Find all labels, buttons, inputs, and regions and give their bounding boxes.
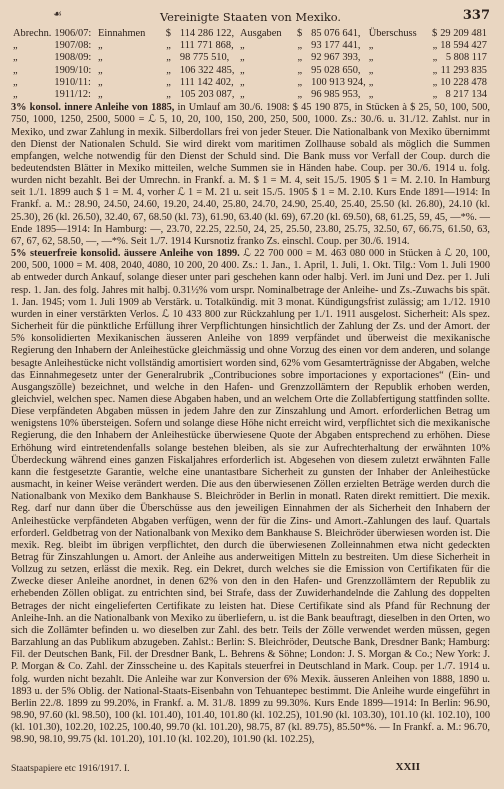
- paragraph-text-1885: in Umlauf am 30./6. 1908: $ 45 190 875, in Stücken à $ 25, 50, 100, 500, 750, 1000, 1250, 2500, 5000 = ℒ 5, 10, 20, 100, 150, 200, 250, 500, 1000. Zs.: 30./6. u. 31./12. Zahlst. nur in Mexiko, und zwar Zahlung in mexik. Silberdollars frei von jeder Steuer. Die Nationalbank von Mexiko übernimmt den Dienst der Nationalen Schuld. Sie wird direkt vom maritimen Zollhause sobald als möglich die Summen empfangen, welche notwendig für den Dienst der Schuld sind. Die Bank muss vor Verfall der Coup. durch die bedeutendsten Blätter in Mexiko mitteilen, welche Summen sie in Händen habe. Coup. per 30./6. 1914 u. folg. wurden nicht bezahlt. Bei der Umrechn. in Frankf. a. M. $ 1 = M. 4, seit 15./5. 1905 $ 1 = M. 2.10. In Hamburg seit 1./1. 1899 auch $ 1 = M. 4, vorher ℒ 1 = M. 21 u. seit 15./5. 1905 $ 1 = M. 2.10. Kurs Ende 1891—1914: In Frankf. a. M.: 28.90, 24.50, 24.60, 19.20, 24.40, 25.80, 24.70, 24.90, 25.40, 25.40, 25.50 (kl. 26.80), 24.10 (kl. 25.30), 26 (kl. 26.50), 32.40, 67, 68.50 (kl. 73), 61.90, 63.40 (kl. 69), 67.20 (kl. 69.50), 68, 61.25, 59, 45, —*%. — Ende 1895—1914: In Hamburg: —, 23.70, 22.25, 22.50, 24, 25, 25.50, 23.80, 25.75, 32.50, 67, 66.75, 61.50, 63, 67, 67, 62, 58.50, —, —*%. Seit 1./7. 1914 Kursnotiz franko Zs. einschl. Coup. per 30./6. 1914.: [11, 102, 490, 247]
- table-row: [13, 28, 490, 40]
- table-cell: 1907/08:: [54, 40, 92, 52]
- table-cell: 114 286 122,: [179, 28, 235, 39]
- table-cell: Einnahmen: [98, 28, 146, 39]
- table-cell: „: [13, 64, 18, 76]
- table-cell: 1909/10:: [54, 64, 92, 76]
- table-cell: 5 808 117: [445, 52, 487, 64]
- table-cell: „: [239, 89, 245, 101]
- table-cell: 1911/12:: [54, 89, 91, 101]
- table-cell: „: [166, 64, 171, 76]
- table-cell: „: [13, 52, 18, 64]
- section-heading-1885: 3% konsol. innere Anleihe von 1885,: [11, 102, 175, 114]
- table-cell: 105 203 087,: [179, 89, 235, 101]
- table-cell: „: [297, 89, 303, 101]
- table-cell: „: [297, 40, 303, 52]
- table-cell: „: [98, 52, 103, 64]
- table-cell: „: [432, 52, 438, 64]
- table-cell: „: [239, 40, 245, 52]
- table-cell: 1906/07:: [54, 28, 92, 39]
- table-cell: „: [239, 64, 245, 76]
- table-cell: „: [432, 76, 438, 88]
- table-row: [13, 52, 490, 64]
- table-cell: „: [166, 89, 171, 101]
- table-cell: 98 775 510,: [179, 52, 230, 64]
- table-cell: 111 771 868,: [179, 40, 234, 52]
- body-text: [11, 102, 490, 746]
- table-cell: 85 076 641,: [311, 28, 361, 39]
- table-row: [13, 40, 490, 52]
- table-cell: „: [297, 64, 303, 76]
- table-cell: „: [368, 89, 374, 101]
- table-cell: Ausgaben: [239, 28, 282, 39]
- table-cell: Überschuss: [368, 28, 417, 39]
- page-number: 337: [462, 8, 490, 23]
- budget-table: [13, 28, 490, 101]
- table-cell: „: [98, 64, 103, 76]
- table-cell: „: [432, 64, 438, 76]
- table-cell: „: [297, 52, 303, 64]
- table-cell: 95 028 650,: [311, 64, 361, 76]
- table-cell: „: [98, 40, 103, 52]
- paragraph-text-1899: ℒ 22 700 000 = M. 463 080 000 in Stücken à ℒ 20, 100, 200, 500, 1000 = M. 408, 2040, 4080, 10 200, 20 400. Zs.: 1. Jan., 1. April, 1. Juli, 1. Okt. Tilg.: Vom 1. Juli 1900 ab entweder durch Ankauf, solange dieser unter pari geschehen kann oder halbj. Verl. im Juni und Dez. per 1. Juli resp. 1. Jan. des folg. Jahres mit halbj. 0.31½% vom urspr. Nominalbetrage der Anleihe- und Zs.-Zuwachs bis spät. 1. Jan. 1945; vom 1. Juli 1909 ab Verstärk. u. Totalkündig. mit 3 monat. Kündigungsfrist zulässig; am 1./12. 1910 wurden in einer verstärkten Verlos. ℒ 10 433 800 zur Rückzahlung per 1./1. 1911 ausgelost. Sicherheit: Als spez. Sicherheit für die pünktliche Erfüllung ihrer Verpflichtungen hinsichtlich der Zahlung der Zs. und der Amort. der 5% konsolidierten Mexikanischen äusseren Anleihe von 1899 verpfändet und überweist die mexikanische Regierung den Inhabern der Anleihestücke gleichmässig und ohne Vorzug des einen vor dem anderen, und solange besagte Anleihestücke nicht vollständig amortisiert worden sind, 62% vom Gesamterträgnisse der Abgaben, welche das Einnahmegesetz unter der Generalrubrik „Contribuciones sobre importaciones y exportaciones“ (Ein- und Ausgangszölle) bezeichnet, und welche in den Hafen- und Grenzzollämtern der Republik erhoben werden, gleichviel, welchen spec. Namen diese Abgaben haben, und an welchem Orte die Zollabfertigung stattfinden sollte. Diese verpfändeten Abgaben müssen in jedem Jahre den zur Zinszahlung und Amort. erforderlichen Betrag um wenigstens 10% übersteigen. Sofern und solange diese Höhe nicht erreicht wird, verpflichtet sich die mexikanische Regierung, die den Inhabern der Anleihestücke überwiesene Quote der Abgaben entsprechend zu erhöhen. Diese Erhöhung wird eintretendenfalls solange bestehen bleiben, als sie zur Aufrechterhaltung der erwähnten 10% Überdeckung während eines ganzen Fiskaljahres erforderlich ist. Abgesehen von diesem zuletzt erwähnten Falle kann die festgesetzte Garantie, welche eine unantastbare Sicherheit zu gunsten der Inhaber der Anleihestücke ausmacht, in keiner Weise verändert werden. Die aus den überwiesenen Zöllen erzielten Beträge werden durch die Nationalbank von Mexiko dem Bankhause S. Bleichröder in Berlin in monatl. Raten direkt remittiert. Die mexik. Reg. darf nur dann über die Überschüsse aus den jeweiligen Einnahmen der als Sicherheit den Inhabern der Anleihestücke verpfändeten Abgaben verfügen, wenn der für die Zins- und Amort.-Zahlungen des lauf. Quartals erforderl. Geldbetrag von der Nationalbank von Mexiko dem Bankhause S. Bleichröder überwiesen worden ist. Die mexik. Reg. bleibt im übrigen verpflichtet, den durch die überwiesenen Zolleinnahmen etwa nicht gedeckten Betrag für Zinszahlungen u. Amort. der Anleihe aus anderweitigen Mitteln zu bestreiten. Um diese Sicherheit in Vollzug zu setzen, erlässt die mexik. Reg. ein Dekret, durch welches sie die Emission von Certifikaten für die Zwecke dieser Anleihe anordnet, in denen 62% von den in den Hafen- und Grenzzollämtern der Republik zu erhebenden Zöllen obligat. zu entrichten sind, bei Strafe, dass der Zuwiderhandelnde die Zahlung des doppelten Betrages der nicht eingelieferten Certifikate zu leisten hat. Diese Certifikate sind als Pfand für Rechnung der Anleihe-Inh. an die Nationalbank von Mexiko zu überliefern, u. ist die Bank beauftragt, dieselben in den Orten, wo sich die Zollämter befinden u. wo dieselben zur Zahl. des betr. Teils der Zölle verwendet werden müssen, gegen Barzahlung an das Publikum abzugeben. Zahlst.: Berlin: S. Bleichröder, Deutsche Bank, Dresdner Bank; Hamburg: Fil. der Deutschen Bank, Fil. der Dresdner Bank, L. Behrens & Söhne; London: J. S. Morgan & Co.; New York: J. P. Morgan & Co. Zahl. der Zinsscheine u. des Kapitals steuerfrei in Deutschland in Mark. Coup. per 1./7. 1914 u. folg. wurden nicht bezahlt. Die Anleihe war zur Konversion der 6% Mexik. äusseren Anleihen von 1888, 1890 u. 1893 u. der 5% Oblig. der National-Staats-Eisenbahn von Tehuantepec bestimmt. Die Anleihe wurde eingeführt in Berlin 22./8. 1899 zu 99.20%, in Frankf. a. M. 31./8. 1899 zu 99.30%. Kurs Ende 1899—1914: In Berlin: 96.90, 98.90, 97.60 (kl. 98.50), 100 (kl. 101.40), 101.40, 101.80 (kl. 102.25), 101.90 (kl. 103.30), 101.10 (kl. 102.10), 100 (kl. 101.30), 102.20, 102.25, 100.40, 99.70 (kl. 101.20), 98.75, 87 (kl. 89.75), 85.50*%. — In Frankf. a. M.: 96.70, 98.90, 98.10, 99.75 (kl. 101.20), 101.10 (kl. 102.20), 101.90 (kl. 102.25),: [11, 248, 490, 746]
- footer-source: Staatspapiere etc 1916/1917. I.: [11, 763, 130, 774]
- table-cell: „: [239, 52, 245, 64]
- table-cell: 106 322 485,: [179, 64, 235, 76]
- table-cell: 96 985 953,: [311, 89, 361, 101]
- table-cell: „: [432, 40, 438, 52]
- section-heading-1899: 5% steuerfreie konsolid. äussere Anleihe von 1899.: [11, 248, 240, 260]
- table-cell: „: [368, 52, 374, 64]
- table-cell: „: [166, 52, 171, 64]
- table-cell: 92 967 393,: [311, 52, 361, 64]
- table-cell: „: [13, 76, 18, 88]
- table-cell: „: [98, 89, 103, 101]
- table-cell: „: [239, 76, 245, 88]
- table-row: [13, 77, 490, 89]
- running-title: Vereinigte Staaten von Mexiko.: [159, 10, 342, 24]
- paragraph-consol-loan-1885: [11, 102, 490, 248]
- table-cell: „: [13, 40, 18, 52]
- table-cell: „: [297, 76, 303, 88]
- table-cell: „: [166, 76, 171, 88]
- table-cell: $: [165, 28, 171, 39]
- table-cell: $: [432, 28, 438, 39]
- table-row: [13, 89, 490, 101]
- table-cell: „: [368, 40, 374, 52]
- table-cell: 8 217 134: [445, 89, 487, 101]
- table-cell: 1910/11:: [54, 76, 91, 88]
- table-cell: 93 177 441,: [311, 40, 361, 52]
- table-cell: $: [296, 28, 303, 39]
- table-cell: 111 142 402,: [179, 76, 234, 88]
- table-cell: „: [368, 76, 374, 88]
- table-cell: 29 209 481: [440, 28, 487, 39]
- table-cell: „: [98, 76, 103, 88]
- paragraph-external-loan-1899: [11, 248, 490, 746]
- ornament-icon: ☙: [53, 9, 62, 20]
- page-header: [11, 6, 490, 28]
- table-cell: „: [368, 64, 374, 76]
- table-cell: „: [432, 89, 438, 101]
- table-cell: „: [13, 89, 18, 101]
- table-cell: 100 913 924,: [311, 76, 366, 88]
- table-cell: 10 228 478: [440, 76, 487, 88]
- table-cell: Abrechn.: [13, 28, 52, 39]
- table-cell: 11 293 835: [440, 64, 487, 76]
- table-cell: 18 594 427: [440, 40, 487, 52]
- table-cell: 1908/09:: [54, 52, 92, 64]
- table-cell: „: [166, 40, 171, 52]
- table-row: [13, 65, 490, 77]
- signature-mark: XXII: [395, 761, 420, 773]
